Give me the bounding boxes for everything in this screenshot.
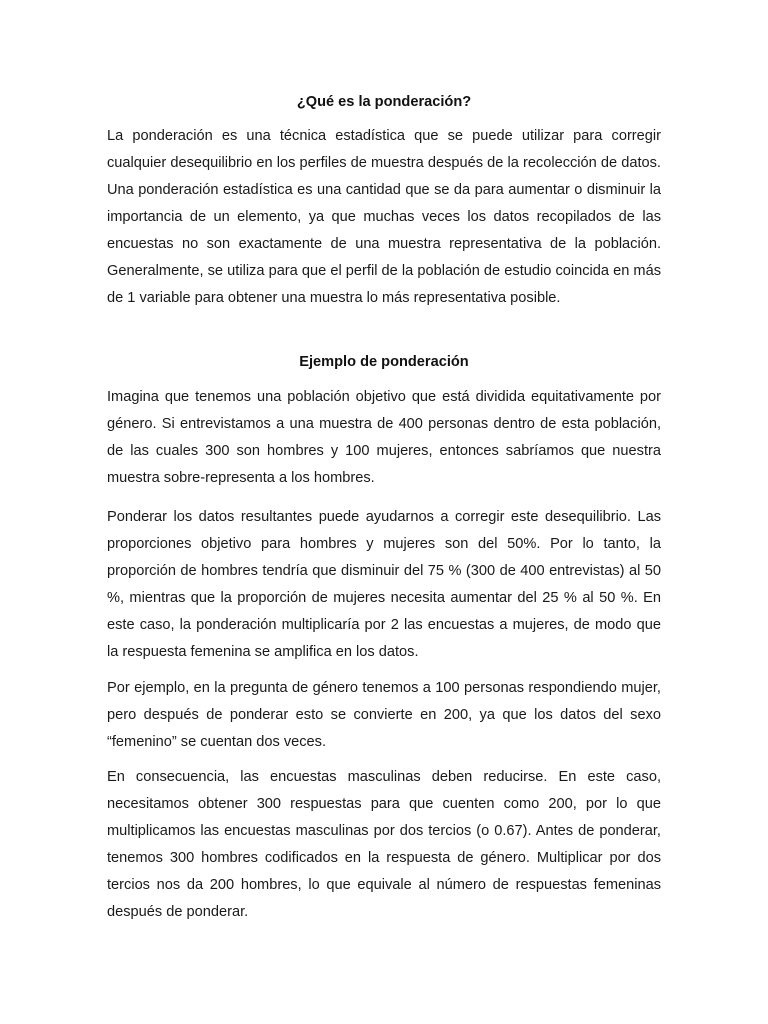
intro-paragraph: La ponderación es una técnica estadística que se puede utilizar para corregir cualquier desequilibrio en los perfiles de muestra después de la recolección de datos. Una ponderación estadística es una cantidad que se da para aumentar o disminuir la importancia de un elemento, ya que muchas veces los datos recopilados de las encuestas no son exactamente de una muestra representativa de la población. Generalmente, se utiliza para que el perfil de la población de estudio coincida en más de 1 variable para obtener una muestra lo más representativa posible. (107, 128, 661, 306)
example-paragraph: Por ejemplo, en la pregunta de género tenemos a 100 personas respondiendo mujer, pero después de ponderar esto se convierte en 200, ya que los datos del sexo “femenino” se cuentan dos veces. (107, 680, 661, 750)
example-paragraph: Ponderar los datos resultantes puede ayudarnos a corregir este desequilibrio. Las proporciones objetivo para hombres y mujeres son del 50%. Por lo tanto, la proporción de hombres tendría que disminuir del 75 % (300 de 400 entrevistas) al 50 %, mientras que la proporción de mujeres necesita aumentar del 25 % al 50 %. En este caso, la ponderación multiplicaría por 2 las encuestas a mujeres, de modo que la respuesta femenina se amplifica en los datos. (107, 509, 661, 660)
example-paragraph: En consecuencia, las encuestas masculinas deben reducirse. En este caso, necesitamos obtener 300 respuestas para que cuenten como 200, por lo que multiplicamos las encuestas masculinas por dos tercios (o 0.67). Antes de ponderar, tenemos 300 hombres codificados en la respuesta de género. Multiplicar por dos tercios nos da 200 hombres, lo que equivale al número de respuestas femeninas después de ponderar. (107, 769, 661, 920)
example-paragraph: Imagina que tenemos una población objetivo que está dividida equitativamente por género. Si entrevistamos a una muestra de 400 personas dentro de esta población, de las cuales 300 son hombres y 100 mujeres, entonces sabríamos que nuestra muestra sobre-representa a los hombres. (107, 389, 661, 486)
example-heading: Ejemplo de ponderación (299, 354, 469, 370)
document-title: ¿Qué es la ponderación? (296, 94, 472, 110)
